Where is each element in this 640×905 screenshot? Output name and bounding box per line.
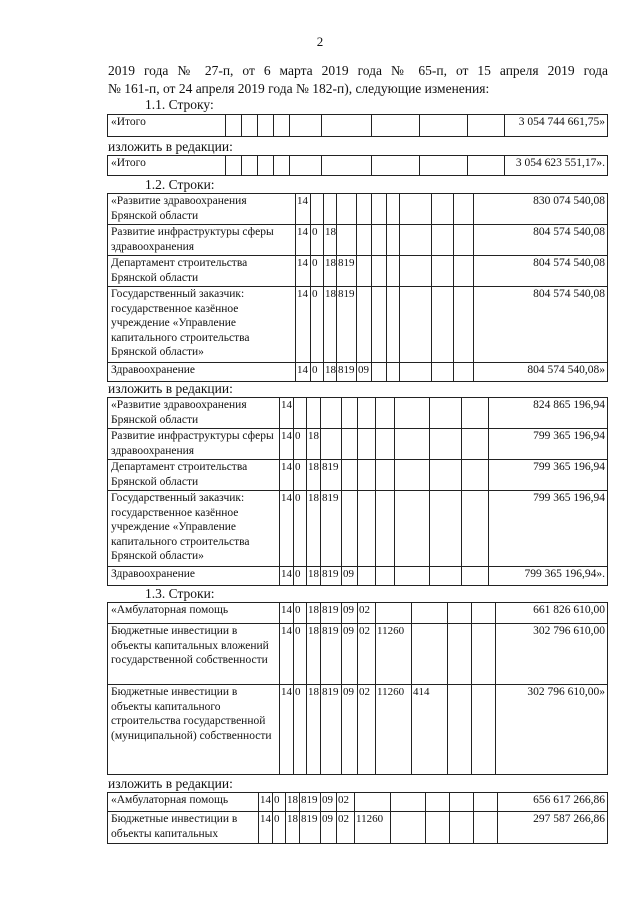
table-row [108, 685, 608, 775]
row-name: Развитие инфраструктуры сферы здравоохранения [108, 225, 296, 256]
code-cell: 18 [307, 491, 321, 567]
row-name: Государственный заказчик: государственное казённое учреждение «Управление капитального строительства Брянской области» [108, 491, 280, 567]
code-cell: 02 [358, 603, 376, 624]
row-name: Департамент строительства Брянской области [108, 460, 280, 491]
row-amount: 3 054 744 661,75» [505, 115, 608, 137]
table-row [108, 398, 608, 429]
table-row [108, 812, 608, 844]
s2-old-table [107, 193, 608, 382]
code-cell: 14 [296, 363, 311, 382]
code-cell: 18 [286, 812, 300, 844]
code-cell: 819 [321, 491, 342, 567]
code-cell: 09 [342, 624, 358, 685]
code-cell: 02 [358, 685, 376, 775]
code-cell: 02 [337, 812, 355, 844]
code-cell: 0 [294, 491, 307, 567]
code-cell: 0 [294, 685, 307, 775]
code-cell: 0 [311, 287, 324, 363]
code-cell: 0 [311, 225, 324, 256]
row-name: «Амбулаторная помощь [108, 793, 259, 812]
code-cell: 819 [321, 567, 342, 586]
code-cell: 09 [342, 685, 358, 775]
row-amount: 804 574 540,08 [474, 256, 608, 287]
row-amount: 824 865 196,94 [489, 398, 608, 429]
intro-line-2: № 161-п, от 24 апреля 2019 года № 182-п), следующие изменения: [108, 81, 490, 96]
s1-new-table [107, 155, 608, 176]
code-cell: 18 [307, 567, 321, 586]
code-cell: 0 [294, 603, 307, 624]
code-cell: 14 [280, 429, 294, 460]
table-row [108, 603, 608, 624]
row-amount: 799 365 196,94 [489, 491, 608, 567]
table-row [108, 156, 608, 176]
code-cell: 09 [342, 603, 358, 624]
code-cell: 11260 [355, 812, 391, 844]
table-row [108, 793, 608, 812]
s2-edit-label: изложить в редакции: [108, 381, 233, 396]
code-cell: 14 [280, 398, 294, 429]
s1-old-table [107, 114, 608, 137]
s1-edit-label: изложить в редакции: [108, 139, 233, 154]
code-cell: 02 [337, 793, 355, 812]
code-cell: 18 [307, 603, 321, 624]
table-row [108, 194, 608, 225]
s3-new-table [107, 792, 608, 844]
code-cell: 18 [324, 363, 337, 382]
code-cell: 0 [294, 624, 307, 685]
row-name: «Итого [108, 115, 226, 137]
code-cell: 0 [311, 256, 324, 287]
code-cell: 819 [300, 812, 321, 844]
section-1-3-heading: 1.3. Строки: [145, 586, 215, 601]
row-amount: 302 796 610,00 [496, 624, 608, 685]
code-cell: 09 [357, 363, 372, 382]
table-row [108, 491, 608, 567]
code-cell: 14 [280, 491, 294, 567]
row-amount: 799 365 196,94 [489, 429, 608, 460]
code-cell: 18 [307, 460, 321, 491]
code-cell: 09 [342, 567, 358, 586]
code-cell: 0 [273, 793, 286, 812]
section-1-2-heading: 1.2. Строки: [145, 177, 215, 192]
row-name: Бюджетные инвестиции в объекты капитального строительства государственной (муниципальной) собственности [108, 685, 280, 775]
code-cell: 14 [296, 287, 311, 363]
code-cell: 18 [286, 793, 300, 812]
code-cell: 14 [280, 624, 294, 685]
code-cell: 819 [321, 460, 342, 491]
intro-paragraph [108, 62, 608, 98]
row-amount: 3 054 623 551,17». [505, 156, 608, 176]
code-cell: 14 [280, 603, 294, 624]
s2-new-table [107, 397, 608, 586]
row-name: Бюджетные инвестиции в объекты капитальных вложений государственной собственности [108, 624, 280, 685]
code-cell: 18 [307, 685, 321, 775]
code-cell: 819 [337, 363, 357, 382]
s3-edit-label: изложить в редакции: [108, 776, 233, 791]
code-cell: 819 [321, 685, 342, 775]
section-1-1-heading: 1.1. Строку: [145, 97, 214, 112]
row-amount: 830 074 540,08 [474, 194, 608, 225]
code-cell: 0 [294, 460, 307, 491]
row-amount: 804 574 540,08 [474, 287, 608, 363]
code-cell: 0 [273, 812, 286, 844]
table-row [108, 363, 608, 382]
intro-line-1: 2019 года № 27-п, от 6 марта 2019 года № 65-п, от 15 апреля 2019 года [108, 63, 608, 78]
row-name: Бюджетные инвестиции в объекты капитальных [108, 812, 259, 844]
code-cell: 11260 [376, 685, 412, 775]
s3-old-table [107, 602, 608, 775]
code-cell: 14 [280, 685, 294, 775]
code-cell: 18 [307, 624, 321, 685]
row-amount: 661 826 610,00 [496, 603, 608, 624]
code-cell: 0 [294, 429, 307, 460]
row-amount: 656 617 266,86 [498, 793, 608, 812]
code-cell: 09 [321, 812, 337, 844]
row-amount: 799 365 196,94 [489, 460, 608, 491]
table-row [108, 225, 608, 256]
code-cell: 819 [337, 287, 357, 363]
code-cell: 18 [307, 429, 321, 460]
table-row [108, 567, 608, 586]
row-amount: 297 587 266,86 [498, 812, 608, 844]
row-amount: 302 796 610,00» [496, 685, 608, 775]
page-number: 2 [316, 34, 324, 49]
code-cell: 819 [337, 256, 357, 287]
row-name: «Итого [108, 156, 226, 176]
table-row [108, 429, 608, 460]
code-cell: 0 [294, 567, 307, 586]
row-amount: 799 365 196,94». [489, 567, 608, 586]
table-row [108, 624, 608, 685]
code-cell: 02 [358, 624, 376, 685]
code-cell: 18 [324, 225, 337, 256]
row-name: Здравоохранение [108, 363, 296, 382]
row-name: Государственный заказчик: государственное казённое учреждение «Управление капитального строительства Брянской области» [108, 287, 296, 363]
code-cell: 14 [296, 225, 311, 256]
row-name: «Развитие здравоохранения Брянской области [108, 398, 280, 429]
code-cell: 819 [321, 624, 342, 685]
code-cell: 14 [280, 567, 294, 586]
table-row [108, 256, 608, 287]
code-cell: 18 [324, 287, 337, 363]
row-amount: 804 574 540,08 [474, 225, 608, 256]
code-cell: 14 [259, 793, 273, 812]
code-cell: 18 [324, 256, 337, 287]
code-cell: 14 [280, 460, 294, 491]
row-name: «Развитие здравоохранения Брянской области [108, 194, 296, 225]
row-name: Здравоохранение [108, 567, 280, 586]
code-cell: 819 [321, 603, 342, 624]
code-cell: 0 [311, 363, 324, 382]
code-cell: 414 [412, 685, 448, 775]
code-cell: 11260 [376, 624, 412, 685]
code-cell: 14 [259, 812, 273, 844]
code-cell: 14 [296, 194, 311, 225]
code-cell: 14 [296, 256, 311, 287]
row-amount: 804 574 540,08» [474, 363, 608, 382]
code-cell: 09 [321, 793, 337, 812]
row-name: Департамент строительства Брянской области [108, 256, 296, 287]
table-row [108, 115, 608, 137]
row-name: «Амбулаторная помощь [108, 603, 280, 624]
table-row [108, 460, 608, 491]
code-cell: 819 [300, 793, 321, 812]
table-row [108, 287, 608, 363]
row-name: Развитие инфраструктуры сферы здравоохранения [108, 429, 280, 460]
